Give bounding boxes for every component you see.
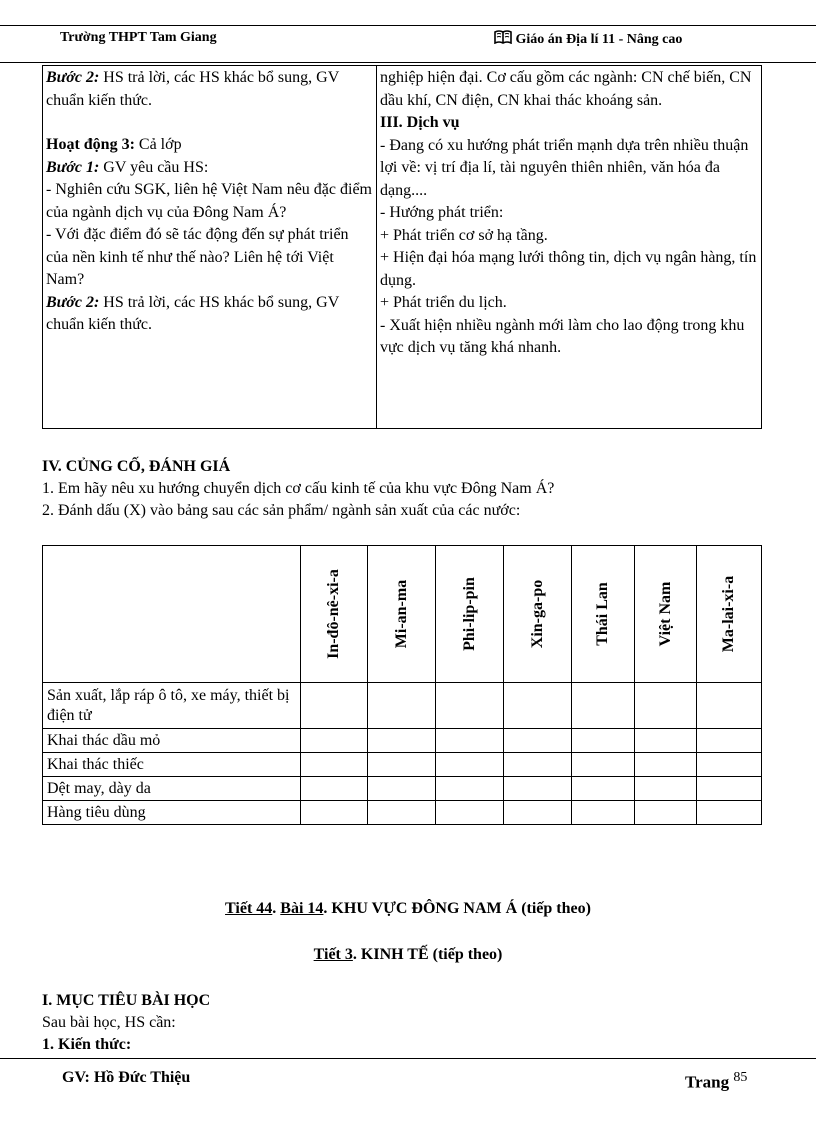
sub-title: . KINH TẾ (tiếp theo) xyxy=(352,946,503,963)
activity3-heading: Hoạt động 3: Cả lớp xyxy=(46,136,182,153)
mark-cell[interactable] xyxy=(572,683,635,729)
services-line-4: + Hiện đại hóa mạng lưới thông tin, dịch vụ ngân hàng, tín dụng. xyxy=(380,249,757,289)
table-row xyxy=(43,777,762,801)
mark-cell[interactable] xyxy=(572,753,635,777)
section4 xyxy=(42,456,782,522)
mark-cell[interactable] xyxy=(504,777,572,801)
mark-cell[interactable] xyxy=(572,801,635,825)
product-label: Dệt may, dày da xyxy=(43,777,301,801)
country-label: In-đô-nê-xi-a xyxy=(325,569,342,659)
mark-cell[interactable] xyxy=(368,729,436,753)
product-label: Khai thác thiếc xyxy=(43,753,301,777)
grid-corner-cell xyxy=(43,546,301,683)
services-line-5: + Phát triển du lịch. xyxy=(380,294,507,311)
country-label: Mi-an-ma xyxy=(392,579,410,649)
mark-cell[interactable] xyxy=(572,777,635,801)
mark-cell[interactable] xyxy=(368,801,436,825)
mark-cell[interactable] xyxy=(368,753,436,777)
footer-rule xyxy=(0,1058,816,1059)
question-1: 1. Em hãy nêu xu hướng chuyển dịch cơ cấu kinh tế của khu vực Đông Nam Á? xyxy=(42,480,555,497)
mark-cell[interactable] xyxy=(635,801,697,825)
mark-cell[interactable] xyxy=(697,801,762,825)
country-header xyxy=(635,546,697,683)
country-label: Thái Lan xyxy=(594,582,611,646)
mark-cell[interactable] xyxy=(635,729,697,753)
knowledge-heading: 1. Kiến thức: xyxy=(42,1036,132,1053)
mark-cell[interactable] xyxy=(301,777,368,801)
task-bullet-1: - Nghiên cứu SGK, liên hệ Việt Nam nêu đặc điểm của ngành dịch vụ của Đông Nam Á? xyxy=(46,181,372,221)
sub-heading xyxy=(0,946,816,964)
step1-paragraph: Bước 1: GV yêu cầu HS: xyxy=(46,158,209,176)
mark-cell[interactable] xyxy=(504,683,572,729)
lesson-title: . KHU VỰC ĐÔNG NAM Á (tiếp theo) xyxy=(323,900,591,917)
page-word: Trang xyxy=(685,1072,730,1092)
mark-cell[interactable] xyxy=(368,683,436,729)
table-row xyxy=(43,801,762,825)
mark-cell[interactable] xyxy=(301,683,368,729)
mark-cell[interactable] xyxy=(635,777,697,801)
mark-cell[interactable] xyxy=(368,777,436,801)
services-line-3: + Phát triển cơ sở hạ tầng. xyxy=(380,226,548,244)
page-indicator xyxy=(685,1070,747,1093)
services-line-6: - Xuất hiện nhiều ngành mới làm cho lao động trong khu vực dịch vụ tăng khá nhanh. xyxy=(380,316,745,356)
table-row xyxy=(43,729,762,753)
mark-cell[interactable] xyxy=(436,801,504,825)
mark-cell[interactable] xyxy=(697,729,762,753)
school-name: Trường THPT Tam Giang xyxy=(60,30,217,45)
mark-cell[interactable] xyxy=(697,683,762,729)
grid-header-row xyxy=(43,546,762,683)
table-row xyxy=(43,753,762,777)
question-2: 2. Đánh dấu (X) vào bảng sau các sản phẩm/ ngành sản xuất của các nước: xyxy=(42,502,521,519)
header-bottom-rule xyxy=(0,62,816,63)
task-bullet-2: - Với đặc điểm đó sẽ tác động đến sự phát triển của nền kinh tế như thế nào? Liên hệ tới Việt Nam? xyxy=(46,226,349,288)
country-header xyxy=(301,546,368,683)
industry-paragraph: nghiệp hiện đại. Cơ cấu gồm các ngành: CN chế biến, CN dầu khí, CN điện, CN khai thác khoáng sản. xyxy=(380,69,752,109)
sub-period-label: Tiết 3 xyxy=(313,946,353,963)
mark-cell[interactable] xyxy=(301,801,368,825)
mark-cell[interactable] xyxy=(436,683,504,729)
product-label: Hàng tiêu dùng xyxy=(43,801,301,825)
teacher-name: GV: Hồ Đức Thiệu xyxy=(62,1069,191,1086)
mark-cell[interactable] xyxy=(436,729,504,753)
mark-cell[interactable] xyxy=(301,729,368,753)
section4-title: IV. CỦNG CỐ, ĐÁNH GIÁ xyxy=(42,458,231,475)
country-label: Việt Nam xyxy=(656,581,674,647)
mark-cell[interactable] xyxy=(635,683,697,729)
step2b-paragraph: Bước 2: HS trả lời, các HS khác bổ sung, GV chuẩn kiến thức. xyxy=(46,293,339,333)
mark-cell[interactable] xyxy=(436,753,504,777)
mark-cell[interactable] xyxy=(301,753,368,777)
objectives xyxy=(42,990,782,1056)
step2-paragraph: Bước 2: HS trả lời, các HS khác bổ sung, GV chuẩn kiến thức. xyxy=(46,69,339,109)
country-header xyxy=(368,546,436,683)
mark-cell[interactable] xyxy=(504,729,572,753)
country-label: Ma-lai-xi-a xyxy=(720,575,737,653)
country-header xyxy=(436,546,504,683)
mark-cell[interactable] xyxy=(572,729,635,753)
objectives-title: I. MỤC TIÊU BÀI HỌC xyxy=(42,992,211,1009)
doc-title xyxy=(494,30,682,48)
mark-cell[interactable] xyxy=(504,753,572,777)
mark-cell[interactable] xyxy=(697,777,762,801)
lesson-label: Bài 14 xyxy=(280,900,324,917)
mark-cell[interactable] xyxy=(697,753,762,777)
mark-cell[interactable] xyxy=(635,753,697,777)
country-product-grid xyxy=(42,545,762,825)
after-lesson-text: Sau bài học, HS cần: xyxy=(42,1014,176,1031)
country-header xyxy=(572,546,635,683)
content-cell xyxy=(377,66,762,429)
country-label: Phi-lip-pin xyxy=(460,577,478,651)
mark-cell[interactable] xyxy=(504,801,572,825)
lesson-heading: Tiết 44. Bài 14. KHU VỰC ĐÔNG NAM Á (tiếp theo) xyxy=(225,900,591,917)
header-top-rule xyxy=(0,25,816,26)
country-header xyxy=(697,546,762,683)
product-label: Sản xuất, lắp ráp ô tô, xe máy, thiết bị điện tử xyxy=(43,683,301,729)
teacher-activity-cell xyxy=(43,66,377,429)
product-label: Khai thác dầu mỏ xyxy=(43,729,301,753)
country-header xyxy=(504,546,572,683)
book-icon xyxy=(494,30,512,44)
page-number: 85 xyxy=(733,1070,748,1085)
table-row xyxy=(43,683,762,729)
country-label: Xin-ga-po xyxy=(528,579,546,649)
services-line-2: - Hướng phát triển: xyxy=(380,204,504,221)
period-label: Tiết 44 xyxy=(225,900,273,917)
services-heading: III. Dịch vụ xyxy=(380,114,460,131)
doc-title-text: Giáo án Địa lí 11 - Nâng cao xyxy=(515,32,683,47)
lesson-activity-table xyxy=(42,65,762,429)
services-line-1: - Đang có xu hướng phát triển mạnh dựa trên nhiều thuận lợi về: vị trí địa lí, tài nguyên thiên nhiên, văn hóa đa dạng.... xyxy=(380,136,749,199)
mark-cell[interactable] xyxy=(436,777,504,801)
